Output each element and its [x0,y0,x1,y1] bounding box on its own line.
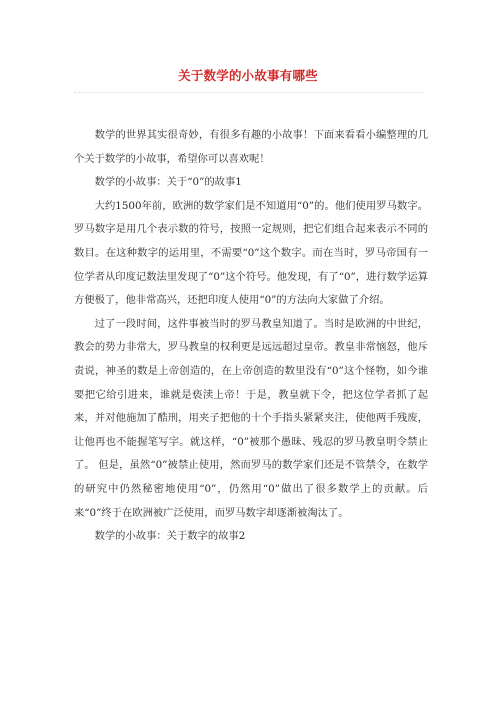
story-paragraph-2: 过了一段时间，这件事被当时的罗马教皇知道了。当时是欧洲的中世纪，教会的势力非常大，罗马教皇的权利更是远远超过皇帝。教皇非常恼怒，他斥责说，神圣的数是上帝创造的，在上帝创造的数里没有“0”这个怪物，如今谁要把它给引进来，谁就是亵渎上帝！于是，教皇就下令，把这位学者抓了起来，并对他施加了酷刑，用夹子把他的十个手指头紧紧夹注，使他两手残废，让他再也不能握笔写字。就这样，“0”被那个愚昧、残忍的罗马教皇明令禁止了。 但是，虽然“0”被禁止使用，然而罗马的数学家们还是不管禁令，在数学的研究中仍然秘密地使用“0”，仍然用“0”做出了很多数学上的贡献。后来“0”终于在欧洲被广泛使用，而罗马数字却逐渐被淘汰了。 [74,317,428,519]
intro-paragraph: 数学的世界其实很奇妙，有很多有趣的小故事！下面来看看小编整理的几个关于数学的小故事，希望你可以喜欢呢！ [74,129,428,165]
document-title: 关于数学的小故事有哪些 [178,68,318,83]
section-heading-1: 数学的小故事：关于“0”的故事1 [94,176,242,189]
title-divider [74,92,424,93]
section-heading-2: 数学的小故事：关于数字的故事2 [94,530,246,543]
story-paragraph-1: 大约1500年前，欧洲的数学家们是不知道用“0”的。他们使用罗马数字。罗马数字是用几个表示数的符号，按照一定规则，把它们组合起来表示不同的数目。在这种数字的运用里，不需要“0”这个数字。而在当时，罗马帝国有一位学者从印度记数法里发现了“0”这个符号。他发现，有了“0”，进行数学运算方便极了，他非常高兴，还把印度人使用“0”的方法向大家做了介绍。 [74,199,428,307]
document-body [74,124,428,549]
